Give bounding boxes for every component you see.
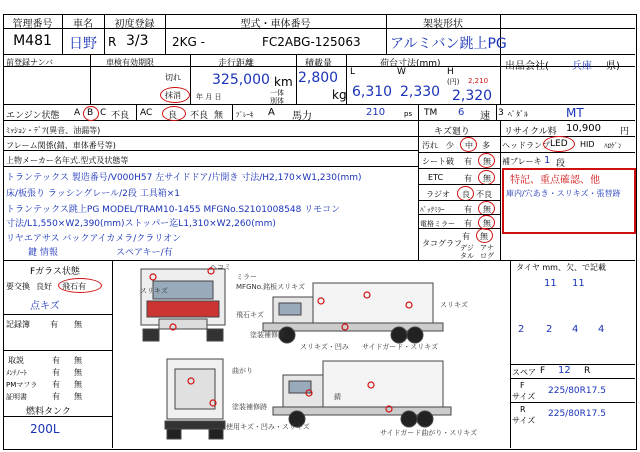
kanri-label: 管理番号 [12,19,53,30]
engine-A: A [74,108,81,118]
kiroku-mu: 無 [74,320,82,329]
yogore-chu: 中 [465,141,473,150]
kg-unit: kg [332,88,347,102]
ac-fuyo: 不良 [190,111,209,121]
tacho-nashi: 無 [480,232,488,241]
hp-label: 馬力 [292,111,312,122]
hojo-label: 補ブレーキ [502,157,542,166]
maint-ari: 有 [52,368,60,377]
engine-B: B [87,108,94,118]
shaken-label: 車検有効期限 [106,58,154,67]
sekisai-label: 積載量 [305,59,333,69]
shodo-label: 初度登録 [114,19,155,30]
tenkizu-value: 点キズ [30,301,60,312]
tm-label: TM [424,108,438,118]
engine-C: C [100,108,107,118]
tire-f-label: F [520,381,525,390]
tacho-taru: タル [460,252,474,260]
spare-r: R [584,366,591,376]
L-value: 6,310 [352,84,393,100]
torisetsu-mu: 無 [74,356,82,365]
tacho-label: タコグラフ [422,239,462,248]
engine-fuyo: 不良 [111,111,130,121]
model-value: FC2ABG-125063 [262,35,361,49]
yogore-label: 汚れ [422,141,438,150]
seat-nashi: 無 [483,157,491,166]
W-label: W [397,67,406,77]
L-label: L [350,67,356,77]
note-line-2: 床/板張り ラッシングレール/2段 工具箱×1 [6,189,181,199]
diag-surikizu-sabi: スリキズ・凹み [300,343,349,351]
kirei-label: 切れ [165,73,181,82]
recycle-value: 10,900 [566,123,601,134]
note-line-1: トランテックス 製造番号/V000H57 左サイドドア/片開き 寸法/H2,170×W1,230(mm) [6,173,362,183]
torisetsu-label: 取説 [8,356,24,365]
side-view-top [263,283,443,343]
headlamp-hid: HID [580,140,595,149]
fglass-yoko: 良好 [36,282,52,291]
model-label: 型式・車体番号 [240,19,311,30]
headlamp-label: ヘッドランプ [502,141,550,150]
yen-unit: 円 [620,127,630,137]
hiseki-circle [58,278,102,293]
kaijo-label: 出品会社( [505,61,549,72]
tokki-text: 庫内/穴あき・スリキズ・張替跡 [506,189,621,198]
diag-surikizu-2: スリキズ [440,301,468,309]
radio-label: ラジオ [426,190,450,199]
tire-front-right: 11 [572,278,585,289]
tire-rear-3: 4 [572,324,579,335]
etc-label: ETC [428,173,444,182]
hojo-dan: 段 [556,159,566,169]
truck-diagram [113,261,509,447]
tire-r-size: 225/80R17.5 [548,409,606,419]
diag-sabi: 錆 [334,393,341,401]
nenryo-value: 200L [30,422,60,436]
zenplate-label: 前登録ナンバ [6,58,54,67]
etc-nashi-circle [478,170,495,185]
shomei-label: 証明書 [6,393,27,401]
H-label: H [447,67,454,77]
radio-ryo-circle [457,186,474,201]
chu-circle [460,137,477,152]
note-line-3: トランテックス跳上PG MODEL/TRAM10-1455 MFGNo.S2101008548 リモコン [6,205,341,215]
kanri-value: M481 [13,33,52,49]
maker-value: 日野 [69,36,97,52]
seat-label: シート破 [422,157,454,166]
recycle-label: リサイクル料 [504,127,557,137]
kaijo-value: 兵庫 [572,61,592,72]
ac-label: AC [140,108,153,118]
tacho-log: ログ [480,252,494,260]
diag-hekomi: ヘコミ [210,263,231,271]
kiroku-label: 記録簿 [6,320,30,329]
pm-label: PMマフラ [6,381,38,389]
engine-B-circle [83,106,99,121]
note-line-6b: スペアキー/有 [116,248,173,258]
kiroku-ari: 有 [50,320,58,329]
tokki-label: 特記、重点確認、他 [510,175,600,186]
tacho-digi: デジ [460,244,474,252]
diag-side-guard-2: サイドガード曲がり・スリキズ [380,429,478,437]
tire-r-size-label: サイズ [512,416,536,425]
W-value: 2,330 [400,84,441,100]
frame-label: フレーム関係(錆、車体番号等) [6,141,116,150]
ps-unit: ps [404,110,413,118]
maker-label: 車名 [73,19,93,30]
hp-value: 210 [366,107,386,118]
backmirror-label: ﾊﾞｯｸﾐﾗｰ [420,206,445,214]
maint-mu: 無 [74,368,82,377]
pm-ari: 有 [52,380,60,389]
diag-shiyou: 使用キズ・凹み・スリキズ [226,423,310,431]
spare-n: 12 [558,365,571,376]
note-line-6a: 鍵 情報 [28,248,58,258]
kaijo-end: 県) [606,61,620,72]
radio-ryo: 良 [462,190,470,199]
betsu: 別体 [270,97,284,105]
tire-front-left: 11 [544,278,557,289]
massho-label: 抹消 [165,91,181,100]
shomei-ari: 有 [52,392,60,401]
date-hint: 年 月 日 [196,93,222,101]
fglass-hiseki: 飛石有 [62,282,86,291]
fglass-kokan: 要交換 [6,282,30,291]
maint-label: ﾒﾝﾃﾉｰﾄ [6,369,27,377]
shomei-mu: 無 [74,392,82,401]
pedal-n: 3 [498,108,504,118]
tire-f-size: 225/80R17.5 [548,386,606,396]
uwamono-label: 上物メーカー名年式.型式及状態等 [6,156,129,165]
soko-label: 走行距離 [218,59,255,69]
seat-ari: 有 [464,157,472,166]
km-unit: km [274,75,293,89]
hojo-n: 1 [544,155,551,166]
yogore-ta: 多 [482,141,490,150]
headlamp-led: LED [550,139,568,149]
note-line-5: リヤエアサス バックアイカメラ/クラリオン [6,234,182,244]
denmirror-ari: 有 [464,219,472,228]
tire-rear-2: 2 [546,324,553,335]
side-view-bottom [273,361,451,427]
ac-good: 良 [168,111,178,121]
tire-label: タイヤ mm、欠、で記載 [516,263,606,272]
mt-value: MT [566,106,584,120]
diag-mfg: MFGNo.銘板スリキズ [236,283,305,291]
shodo-value: 3/3 [126,33,149,49]
engine-label: エンジン状態 [6,111,60,121]
yogore-sho: 少 [446,141,454,150]
ac-mu: 無 [214,111,224,121]
denmirror-label: 電格ミラー [420,220,455,228]
backmirror-nashi: 無 [483,205,491,214]
backmirror-ari: 有 [464,205,472,214]
sekisai-value: 2,800 [298,70,339,86]
diag-mirror: ミラー [236,273,257,281]
mission-label: ﾐｯｼｮﾝ・ﾃﾞﾌ(異音、油漏等) [6,126,101,135]
H-value: 2,320 [452,88,493,104]
radio-fuyo: 不良 [476,190,492,199]
led-circle [543,136,575,152]
diag-tosou: 塗装補修跡 [250,331,285,339]
tire-rear-4: 4 [598,324,605,335]
brake-value: A [268,107,275,118]
note-line-4: 寸法/L1,550×W2,390(mm)ストッパー迄L1,310×W2,260(mm) [6,219,276,229]
soku-label: 速 [480,111,490,122]
tire-rear-1: 2 [518,324,525,335]
tacho-circle [476,228,493,243]
diag-surikizu: スリキズ [140,287,168,295]
H-small: 2,210 [468,77,489,85]
tacho-ana: アナ [480,244,494,252]
diag-magari: 曲がり [232,367,253,375]
denmirror-nashi: 無 [483,219,491,228]
pedal-label: ﾍﾟﾀﾞﾙ [508,110,528,119]
ac-good-circle [162,106,186,121]
gears-value: 6 [458,107,465,118]
body-value: アルミバン跳上PG [390,36,507,52]
tire-r-label: R [520,405,526,414]
headlamp-halogen: ﾊﾛｹﾞﾝ [604,142,622,150]
etc-ari: 有 [464,174,472,183]
brake-label: ﾌﾞﾚｰｷ [236,111,254,119]
seat-nashi-circle [478,153,495,168]
nidai-label: 荷台寸法(mm) [380,59,441,69]
massho-circle [160,87,190,103]
torisetsu-ari: 有 [52,356,60,365]
tire-f-size-label: サイズ [512,392,536,401]
spare-label: スペア [512,368,536,377]
spare-f: F [540,366,546,376]
model-prefix: 2KG - [172,35,205,49]
diag-tosou-2: 塗装補修跡 [232,403,267,411]
etc-nashi: 無 [483,174,491,183]
H-note: (円) [447,78,460,86]
era: R [108,35,117,49]
diag-tobi: 飛石キズ [236,311,264,319]
rear-view-bottom [165,359,225,439]
soko-value: 325,000 [212,72,270,88]
ittai: 一体 [270,89,284,97]
pm-mu: 無 [74,380,82,389]
nenryo-label: 燃料タンク [26,407,71,417]
tacho-ari: 有 [462,232,470,241]
body-label: 架装形状 [423,19,463,30]
fglass-label: Fガラス状態 [30,267,80,277]
kizu-label: キズ廻り [434,127,470,137]
diag-side-guard: サイドガード・スリキズ [362,343,439,351]
